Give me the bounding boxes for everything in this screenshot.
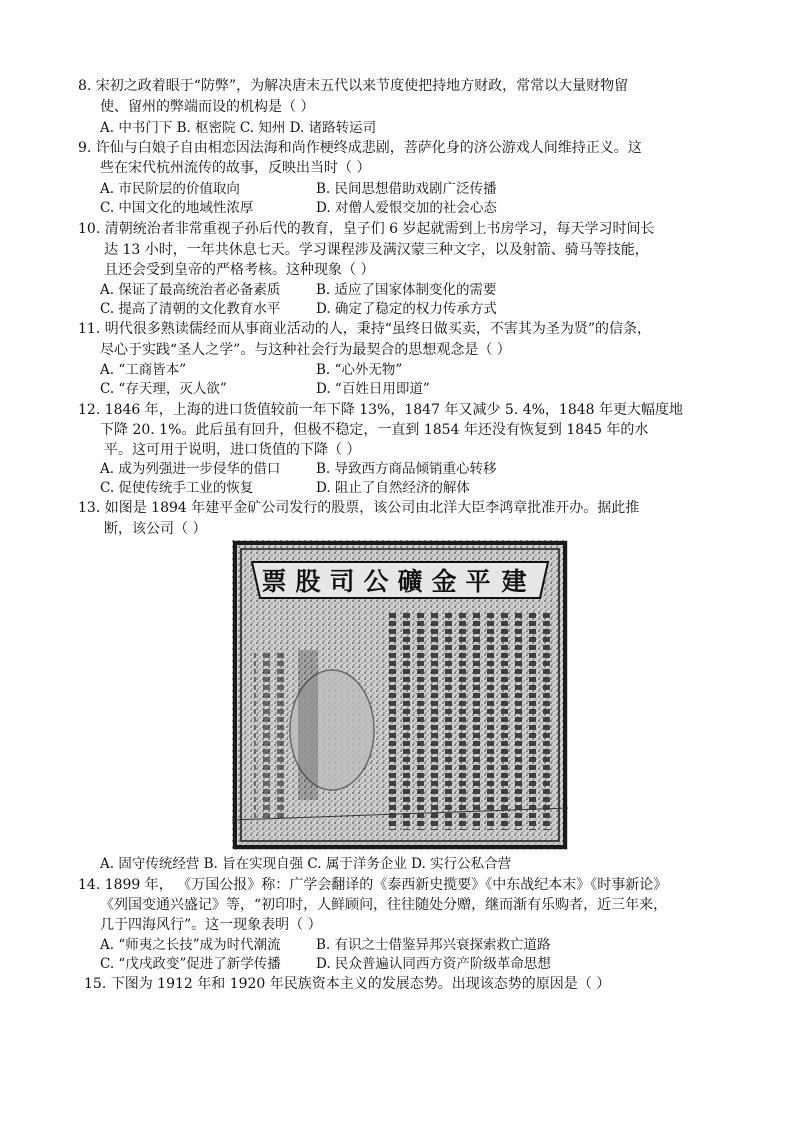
question-11-line-1: 11. 明代很多熟读儒经而从事商业活动的人，秉持“虽终日做买卖，不害其为圣为贤”的信条， (78, 321, 652, 337)
certificate-title-char: 司 (329, 567, 355, 596)
question-12-option-c: C. 促使传统手工业的恢复 (100, 480, 254, 496)
question-14-line-1: 14. 1899 年， 《万国公报》称：广学会翻译的《泰西新史揽要》《中东战纪本末》《时事新论》 (78, 877, 668, 893)
question-11-option-c: C. “存天理，灭人欲” (100, 381, 227, 397)
question-8-line-1: 8. 宋初之政着眼于“防弊”，为解决唐末五代以来节度使把持地方财政，常常以大量财物留 (78, 78, 629, 94)
question-9-line-1: 9. 许仙与白娘子自由相恋因法海和尚作梗终成悲剧，菩萨化身的济公游戏人间维持正义。这 (78, 140, 642, 156)
question-8-options: A. 中书门下 B. 枢密院 C. 知州 D. 诸路转运司 (100, 120, 377, 136)
question-10-line-1: 10. 清朝统治者非常重视子孙后代的教育，皇子们 6 岁起就需到上书房学习，每天学习时间长 (78, 221, 655, 237)
share-certificate-image (232, 540, 568, 850)
question-15-line-1: 15. 下图为 1912 年和 1920 年民族资本主义的发展态势。出现该态势的原因是（ ） (84, 976, 611, 992)
question-9-line-2: 些在宋代杭州流传的故事，反映出当时（ ） (100, 160, 371, 176)
question-11-option-d: D. “百姓日用即道” (316, 381, 430, 397)
question-14-line-3: 几于四海风行”。这一现象表明（ ） (100, 917, 322, 933)
question-10-option-d: D. 确定了稳定的权力传承方式 (316, 301, 497, 317)
question-11-option-b: B. “心外无物” (316, 362, 403, 378)
question-13-line-2: 断，该公司（ ） (104, 521, 207, 537)
question-12-line-1: 12. 1846 年，上海的进口货值较前一年下降 13%，1847 年又减少 5. 4%，1848 年更大幅度地 (78, 402, 683, 418)
question-14-line-2: 《列国变通兴盛记》等，“初印时，人鲜顾问，往往随处分赠，继而渐有乐购者，近三年来， (100, 897, 668, 913)
certificate-title-char: 公 (363, 567, 389, 596)
question-11-option-a: A. “工商皆本” (100, 362, 187, 378)
certificate-left-columns (254, 650, 288, 820)
question-10-line-3: 且还会受到皇帝的严格考核。这种现象（ ） (104, 262, 375, 278)
certificate-title-char: 金 (431, 567, 457, 596)
question-12-line-3: 平。这可用于说明，进口货值的下降（ ） (104, 442, 361, 458)
question-10-line-2: 达 13 小时，一年共休息七天。学习课程涉及满汉蒙三种文字，以及射箭、骑马等技能， (104, 242, 649, 258)
question-14-option-d: D. 民众普遍认同西方资产阶级革命思想 (316, 956, 551, 972)
certificate-title-char: 建 (501, 567, 527, 596)
question-12-option-a: A. 成为列强进一步侵华的借口 (100, 461, 281, 477)
certificate-title-char: 票 (261, 567, 287, 596)
question-9-option-b: B. 民间思想借助戏剧广泛传播 (316, 181, 497, 197)
question-14-option-a: A. “师夷之长技”成为时代潮流 (100, 937, 281, 953)
question-9-option-d: D. 对僧人爱恨交加的社会心态 (316, 200, 497, 216)
question-10-option-c: C. 提高了清朝的文化教育水平 (100, 301, 281, 317)
certificate-shadow-stripe (298, 650, 318, 800)
question-9-option-c: C. 中国文化的地域性浓厚 (100, 200, 254, 216)
certificate-text-columns (382, 610, 552, 830)
certificate-title-char: 礦 (397, 567, 423, 596)
certificate-title-char: 股 (295, 567, 321, 596)
certificate-title-char: 平 (465, 567, 491, 596)
question-13-line-1: 13. 如图是 1894 年建平金矿公司发行的股票，该公司由北洋大臣李鸿章批准开办。据此推 (78, 500, 640, 516)
question-12-option-b: B. 导致西方商品倾销重心转移 (316, 461, 497, 477)
question-14-option-c: C. “戊戌政变”促进了新学传播 (100, 956, 281, 972)
question-9-option-a: A. 市民阶层的价值取向 (100, 181, 240, 197)
question-12-line-2: 下降 20. 1%。此后虽有回升，但极不稳定，一直到 1854 年还没有恢复到 1845 年的水 (100, 422, 649, 438)
question-10-option-a: A. 保证了最高统治者必备素质 (100, 282, 281, 298)
question-13-options: A. 固守传统经营 B. 旨在实现自强 C. 属于洋务企业 D. 实行公私合营 (100, 856, 512, 872)
question-8-line-2: 使、留州的弊端而设的机构是（ ） (100, 99, 315, 115)
question-10-option-b: B. 适应了国家体制变化的需要 (316, 282, 497, 298)
question-11-line-2: 尽心于实践“圣人之学”。与这种社会行为最契合的思想观念是（ ） (100, 342, 511, 358)
question-14-option-b: B. 有识之士借鉴异邦兴衰探索救亡道路 (316, 937, 551, 953)
question-12-option-d: D. 阻止了自然经济的解体 (316, 480, 470, 496)
